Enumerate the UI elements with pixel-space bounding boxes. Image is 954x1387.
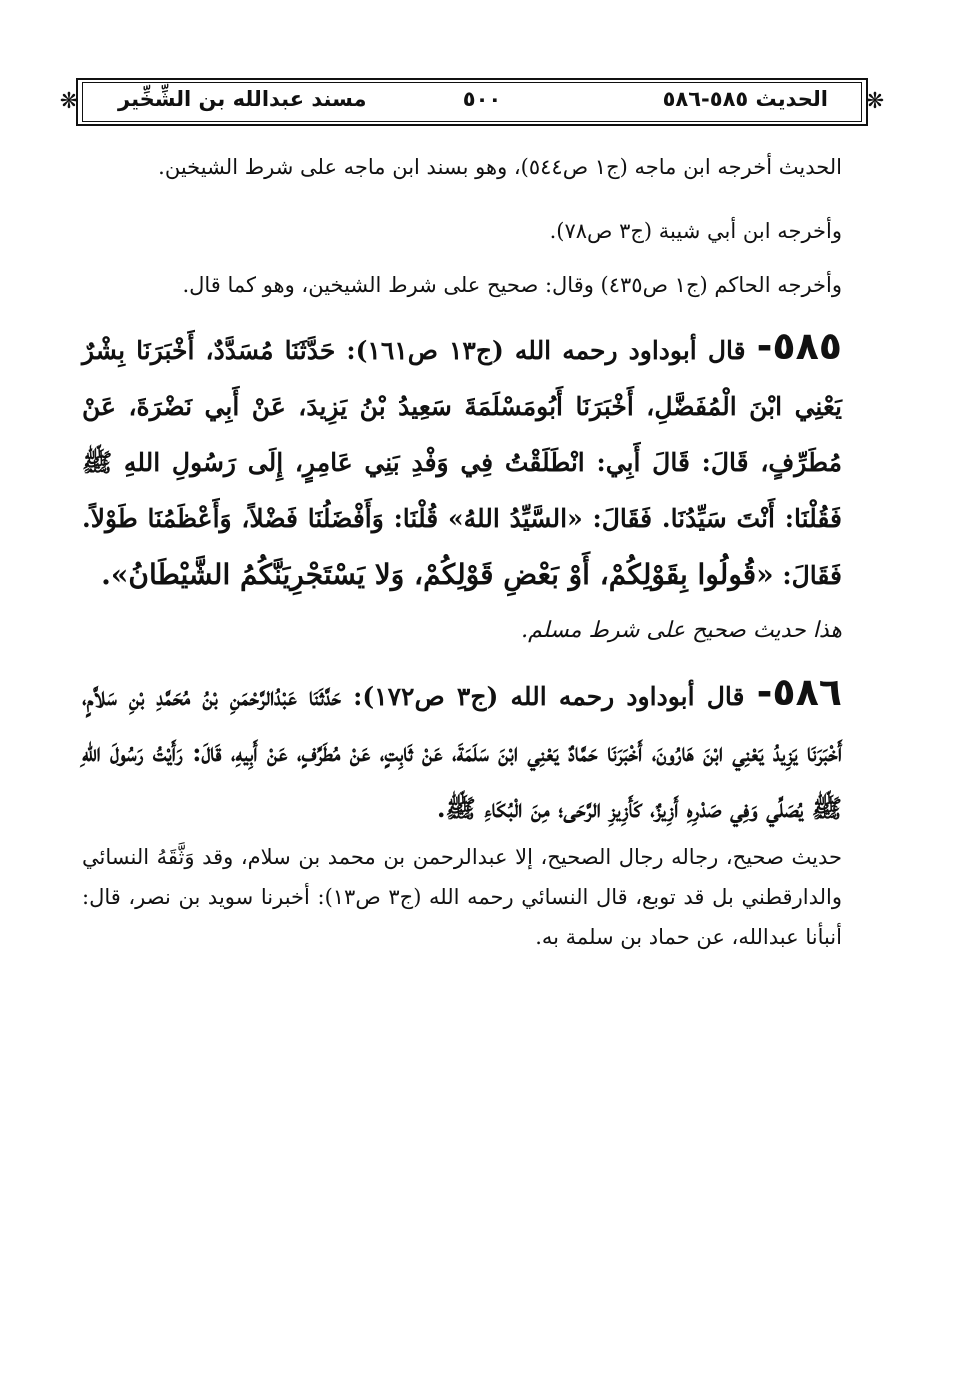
prophet-saying: «قُولُوا بِقَوْلِكُمْ، أَوْ بَعْضِ قَوْلِكُمْ، وَلا يَسْتَجْرِيَنَّكُمُ الشَّيْطَانُ». — [101, 558, 774, 591]
page-header — [59, 78, 885, 126]
hadith-note: حديث صحيح، رجاله رجال الصحيح، إلا عبدالرحمن بن محمد بن سلام، وقد وَثَّقَهُ النسائي والدارقطني بل قد توبع، قال النسائي رحمه الله (ج٣ ص١٣): أخبرنا سويد بن نصر، قال: أنبأنا عبدالله، عن حماد بن سلمة به. — [82, 845, 842, 949]
arabesque-ornament-icon: ❋ — [59, 89, 79, 114]
hadith-text: قال أبوداود رحمه الله (ج٣ ص١٧٢): حَدَّثَنَا عَبْدُالرَّحْمَنِ بْنُ مُحَمَّدِ بْنِ سَلاَّمٍ، أَخْبَرَنَا يَزِيدُ يَعْنِي ابْنَ هَارُونَ، أَخْبَرَنَا حَمَّادٌ يَعْنِي ابْنَ سَلَمَةَ، عَنْ ثَابِتٍ، عَنْ مُطَرِّفٍ، عَنْ أَبِيهِ، قَالَ: رَأَيْتُ رَسُولَ اللهِ ﷺ يُصَلِّي وَفِي صَدْرِهِ أَزِيزٌ، كَأَزِيزِ الرَّحَى؛ مِنَ الْبُكَاءِ ﷺ. — [82, 682, 842, 823]
arabesque-ornament-icon: ❋ — [865, 89, 885, 114]
paragraph-hakim: وأخرجه الحاكم (ج١ ص٤٣٥) وقال: صحيح على شرط الشيخين، وهو كما قال. — [182, 273, 842, 297]
hadith-number: ٥٨٦- — [756, 670, 842, 714]
hadith-grade: هذا حديث صحيح على شرط مسلم. — [521, 618, 842, 643]
hadith-586 — [82, 664, 842, 837]
paragraph-ibn-majah: الحديث أخرجه ابن ماجه (ج١ ص٥٤٤)، وهو بسند ابن ماجه على شرط الشيخين. — [158, 155, 842, 179]
paragraph-ibn-abi-shaybah: وأخرجه ابن أبي شيبة (ج٣ ص٧٨). — [549, 219, 842, 243]
hadith-585 — [82, 318, 842, 604]
page-body — [82, 140, 842, 957]
hadith-text: قال أبوداود رحمه الله (ج١٣ ص١٦١): حَدَّثَنَا مُسَدَّدٌ، أَخْبَرَنَا بِشْرٌ يَعْنِي ابْنَ الْمُفَضَّلِ، أَخْبَرَنَا أَبُومَسْلَمَةَ سَعِيدُ بْنُ يَزِيدَ، عَنْ أَبِي نَضْرَةَ، عَنْ مُطَرِّفٍ، قَالَ: قَالَ أَبِي: انْطَلَقْتُ فِي وَفْدِ بَنِي عَامِرٍ، إِلَى رَسُولِ اللهِ ﷺ فَقُلْنَا: أَنْتَ سَيِّدُنَا. فَقَالَ: «السَّيِّدُ اللهُ» قُلْنَا: وَأَفْضَلُنَا فَضْلاً، وَأَعْظَمُنَا طَوْلاً. فَقَالَ: — [82, 336, 842, 590]
hadith-range: الحديث ٥٨٥-٥٨٦ — [662, 87, 828, 111]
hadith-number: ٥٨٥- — [756, 324, 842, 368]
book-title: مسند عبدالله بن الشِّخِّير — [118, 87, 367, 111]
page-number: ٥٠٠ — [462, 87, 502, 111]
